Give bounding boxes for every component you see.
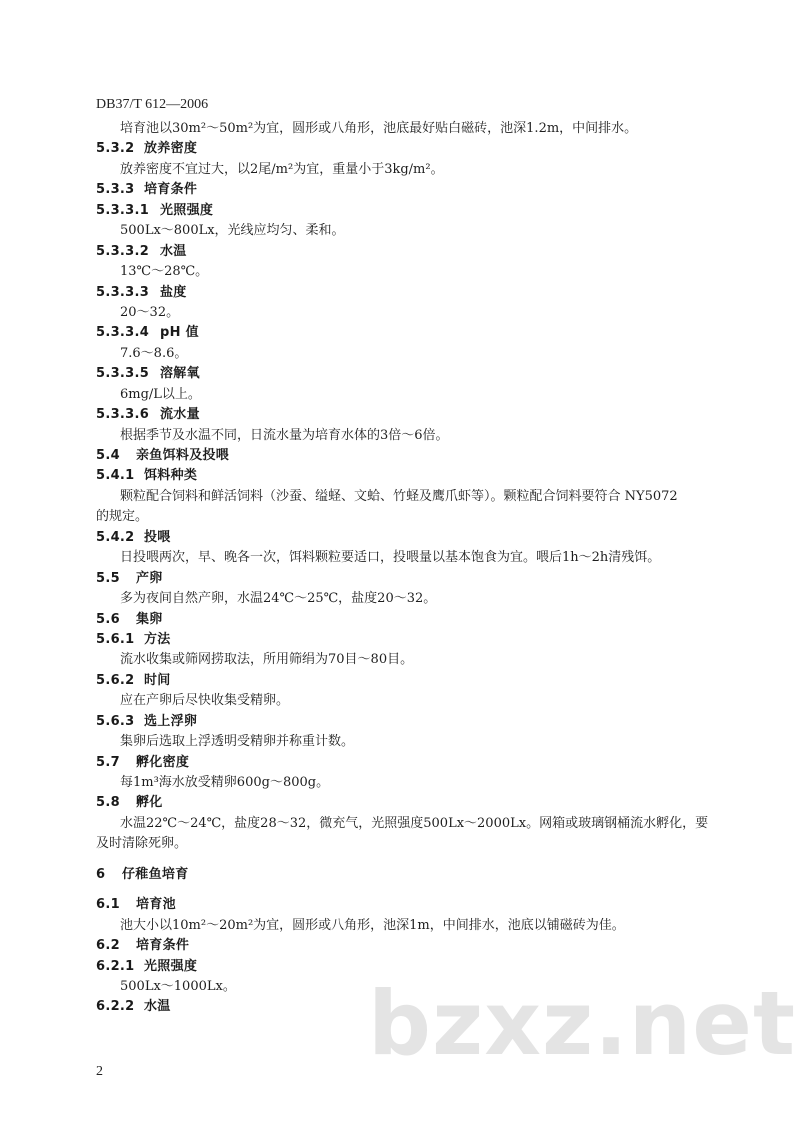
section-heading	[96, 793, 726, 813]
paragraph-line: 应在产卵后尽快收集受精卵。	[120, 693, 290, 709]
heading-number: 5.6.2	[96, 672, 135, 688]
heading-number: 5.6	[96, 611, 120, 627]
heading-title: 产卵	[136, 570, 163, 586]
heading-number: 6	[96, 866, 106, 882]
heading-title: 流水量	[160, 407, 200, 423]
heading-number: 5.3.2	[96, 141, 135, 157]
paragraph-line: 7.6～8.6。	[120, 345, 188, 361]
section-heading	[96, 712, 726, 732]
heading-title: 孵化	[136, 795, 163, 811]
paragraph-line: 13℃～28℃。	[120, 264, 209, 280]
section-heading	[96, 671, 726, 691]
paragraph-line: 500Lx～1000Lx。	[120, 978, 236, 994]
heading-number: 5.3.3.1	[96, 202, 150, 218]
section-heading	[96, 405, 726, 425]
paragraph-line: 多为夜间自然产卵，水温24℃～25℃，盐度20～32。	[120, 591, 437, 607]
heading-number: 5.5	[96, 570, 120, 586]
heading-title: 选上浮卵	[144, 713, 198, 729]
heading-title: 方法	[144, 631, 171, 647]
section-heading	[96, 139, 726, 159]
heading-title: pH 值	[160, 325, 199, 341]
paragraph-line: 培育池以30m²～50m²为宜，圆形或八角形，池底最好贴白磁砖，池深1.2m，中间排水。	[120, 121, 638, 136]
heading-title: 亲鱼饵料及投喂	[136, 448, 230, 463]
heading-number: 5.3.3.3	[96, 284, 150, 300]
heading-title: 饵料种类	[144, 468, 198, 484]
section-heading	[96, 242, 726, 262]
paragraph-line: 颗粒配合饲料和鲜活饲料（沙蚕、缢蛏、文蛤、竹蛏及鹰爪虾等）。颗粒配合饲料要符合 NY5072	[120, 488, 678, 504]
paragraph-line: 流水收集或筛网捞取法，所用筛绢为70目～80目。	[120, 652, 414, 668]
heading-title: 投喂	[144, 529, 171, 545]
paragraph-continuation: 的规定。	[96, 509, 149, 525]
paragraph-line: 池大小以10m²～20m²为宜，圆形或八角形，池深1m，中间排水，池底以铺磁砖为佳。	[120, 917, 625, 933]
heading-title: 溶解氧	[160, 366, 200, 382]
heading-title: 光照强度	[160, 202, 214, 218]
heading-title: 水温	[160, 243, 187, 259]
heading-number: 5.3.3.5	[96, 366, 150, 382]
heading-title: 光照强度	[144, 958, 198, 974]
section-heading	[96, 180, 726, 200]
page-number: 2	[96, 1064, 103, 1079]
section-heading	[96, 630, 726, 650]
heading-title: 培育条件	[136, 938, 190, 954]
paragraph-line: 集卵后选取上浮透明受精卵并称重计数。	[120, 734, 355, 750]
heading-title: 培育条件	[144, 182, 198, 198]
heading-title: 孵化密度	[136, 754, 190, 770]
heading-title: 放养密度	[144, 141, 198, 157]
heading-title: 仔稚鱼培育	[122, 866, 189, 882]
heading-number: 6.2.1	[96, 958, 135, 974]
section-heading	[96, 936, 726, 956]
section-heading	[96, 895, 726, 915]
heading-number: 5.4.1	[96, 468, 135, 484]
chapter-heading	[96, 865, 726, 885]
section-heading	[96, 201, 726, 221]
heading-number: 6.1	[96, 897, 120, 913]
heading-title: 集卵	[136, 611, 163, 627]
paragraph-line: 20～32。	[120, 304, 180, 320]
document-body	[96, 119, 726, 1018]
heading-number: 5.4.2	[96, 529, 135, 545]
heading-title: 盐度	[160, 284, 187, 300]
section-heading	[96, 569, 726, 589]
section-heading	[96, 283, 726, 303]
heading-number: 5.6.3	[96, 713, 135, 729]
site-watermark: bzxz.net	[368, 972, 797, 1075]
heading-title: 水温	[144, 999, 171, 1015]
heading-number: 6.2	[96, 938, 120, 954]
section-heading	[96, 364, 726, 384]
document-code-header: DB37/T 612—2006	[96, 97, 209, 112]
section-heading	[96, 753, 726, 773]
paragraph-line: 日投喂两次，早、晚各一次，饵料颗粒要适口，投喂量以基本饱食为宜。喂后1h～2h清残饵。	[120, 550, 661, 566]
paragraph-line: 每1m³海水放受精卵600g～800g。	[120, 775, 330, 790]
heading-number: 5.3.3.4	[96, 325, 150, 341]
paragraph-line: 水温22℃～24℃，盐度28～32，微充气，光照强度500Lx～2000Lx。网箱或玻璃钢桶流水孵化，要	[120, 815, 709, 831]
heading-number: 5.8	[96, 795, 120, 811]
heading-title: 培育池	[136, 897, 176, 913]
paragraph-line: 6mg/L以上。	[120, 386, 201, 402]
heading-number: 5.3.3.2	[96, 243, 150, 259]
paragraph-line: 放养密度不宜过大，以2尾/m²为宜，重量小于3kg/m²。	[120, 161, 444, 177]
heading-number: 5.7	[96, 754, 120, 770]
paragraph-line: 500Lx～800Lx，光线应均匀、柔和。	[120, 223, 345, 239]
section-heading	[96, 446, 726, 466]
paragraph-continuation: 及时清除死卵。	[96, 836, 188, 852]
section-heading	[96, 466, 726, 486]
section-heading	[96, 610, 726, 630]
heading-number: 5.6.1	[96, 631, 135, 647]
paragraph-line: 根据季节及水温不同，日流水量为培育水体的3倍～6倍。	[120, 427, 449, 443]
section-heading	[96, 528, 726, 548]
heading-number: 5.4	[96, 448, 120, 463]
heading-title: 时间	[144, 672, 171, 688]
section-heading	[96, 323, 726, 343]
heading-number: 5.3.3	[96, 182, 135, 198]
heading-number: 5.3.3.6	[96, 407, 150, 423]
heading-number: 6.2.2	[96, 999, 135, 1015]
